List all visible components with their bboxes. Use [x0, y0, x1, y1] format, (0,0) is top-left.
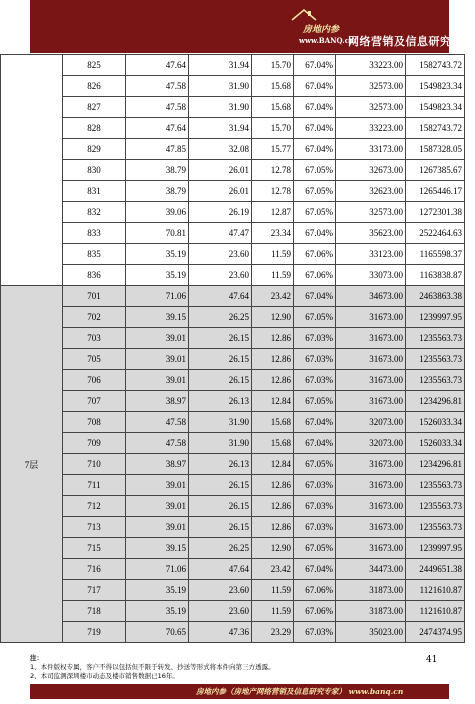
- table-cell: 70.81: [126, 223, 189, 244]
- table-cell: 31.90: [189, 97, 252, 118]
- table-cell: 71.06: [126, 286, 189, 307]
- table-cell: 67.04%: [294, 412, 336, 433]
- table-cell: 67.04%: [294, 139, 336, 160]
- table-cell: 12.86: [252, 475, 294, 496]
- table-cell: 39.01: [126, 349, 189, 370]
- room-number-cell: 833: [63, 223, 126, 244]
- table-cell: 12.87: [252, 202, 294, 223]
- note-title: 注：: [30, 654, 43, 662]
- table-row: [1, 349, 465, 370]
- table-cell: 12.78: [252, 160, 294, 181]
- table-cell: 26.13: [189, 454, 252, 475]
- table-row: [1, 622, 465, 643]
- room-number-cell: 711: [63, 475, 126, 496]
- table-cell: 47.58: [126, 76, 189, 97]
- table-cell: 15.68: [252, 412, 294, 433]
- table-cell: 70.65: [126, 622, 189, 643]
- table-cell: 31.94: [189, 118, 252, 139]
- table-cell: 31873.00: [336, 580, 406, 601]
- table-cell: 11.59: [252, 580, 294, 601]
- table-cell: 33223.00: [336, 118, 406, 139]
- table-row: [1, 244, 465, 265]
- table-cell: 32623.00: [336, 181, 406, 202]
- table-cell: 31.90: [189, 433, 252, 454]
- table-cell: 2463863.38: [406, 286, 465, 307]
- note-line-2: 2、本司监测深圳楼市动态及楼市销售数据已16年。: [30, 672, 179, 680]
- table-cell: 39.15: [126, 538, 189, 559]
- page-number: 41: [426, 655, 438, 665]
- room-number-cell: 827: [63, 97, 126, 118]
- table-cell: 67.05%: [294, 181, 336, 202]
- table-cell: 67.03%: [294, 517, 336, 538]
- table-cell: 67.03%: [294, 622, 336, 643]
- table-cell: 31673.00: [336, 307, 406, 328]
- table-cell: 26.15: [189, 349, 252, 370]
- table-cell: 23.60: [189, 580, 252, 601]
- table-cell: 23.34: [252, 223, 294, 244]
- table-cell: 31.90: [189, 412, 252, 433]
- table-row: [1, 223, 465, 244]
- table-cell: 12.90: [252, 538, 294, 559]
- table-cell: 39.01: [126, 370, 189, 391]
- room-number-cell: 829: [63, 139, 126, 160]
- table-cell: 23.29: [252, 622, 294, 643]
- room-number-cell: 712: [63, 496, 126, 517]
- table-cell: 47.64: [126, 118, 189, 139]
- table-cell: 67.04%: [294, 118, 336, 139]
- table-cell: 1235563.73: [406, 475, 465, 496]
- table-row: [1, 496, 465, 517]
- room-number-cell: 701: [63, 286, 126, 307]
- room-number-cell: 835: [63, 244, 126, 265]
- table-cell: 67.06%: [294, 580, 336, 601]
- table-cell: 31.94: [189, 55, 252, 76]
- table-cell: 1235563.73: [406, 328, 465, 349]
- table-cell: 67.04%: [294, 559, 336, 580]
- table-cell: 11.59: [252, 244, 294, 265]
- room-number-cell: 825: [63, 55, 126, 76]
- table-row: [1, 538, 465, 559]
- table-cell: 1582743.72: [406, 118, 465, 139]
- room-number-cell: 710: [63, 454, 126, 475]
- table-cell: 12.86: [252, 496, 294, 517]
- table-cell: 1239997.95: [406, 307, 465, 328]
- table-cell: 47.64: [189, 286, 252, 307]
- table-cell: 2522464.63: [406, 223, 465, 244]
- table-cell: 67.04%: [294, 97, 336, 118]
- table-cell: 26.19: [189, 202, 252, 223]
- table-row: [1, 160, 465, 181]
- table-cell: 67.06%: [294, 601, 336, 622]
- room-number-cell: 709: [63, 433, 126, 454]
- room-number-cell: 716: [63, 559, 126, 580]
- table-row: [1, 118, 465, 139]
- header-banner: [30, 0, 475, 53]
- table-row: [1, 559, 465, 580]
- room-number-cell: 832: [63, 202, 126, 223]
- table-cell: 1582743.72: [406, 55, 465, 76]
- table-cell: 67.05%: [294, 307, 336, 328]
- table-cell: 67.04%: [294, 223, 336, 244]
- table-cell: 1272301.38: [406, 202, 465, 223]
- table-cell: 67.05%: [294, 454, 336, 475]
- room-number-cell: 703: [63, 328, 126, 349]
- table-cell: 31673.00: [336, 391, 406, 412]
- table-cell: 38.97: [126, 454, 189, 475]
- table-cell: 31673.00: [336, 370, 406, 391]
- table-cell: 26.25: [189, 307, 252, 328]
- table-cell: 11.59: [252, 601, 294, 622]
- table-cell: 15.70: [252, 55, 294, 76]
- table-row: [1, 265, 465, 286]
- table-cell: 39.06: [126, 202, 189, 223]
- table-cell: 1526033.34: [406, 412, 465, 433]
- room-number-cell: 717: [63, 580, 126, 601]
- table-cell: 35.19: [126, 265, 189, 286]
- table-cell: 26.01: [189, 160, 252, 181]
- table-cell: 67.04%: [294, 286, 336, 307]
- table-cell: 35.19: [126, 244, 189, 265]
- room-number-cell: 826: [63, 76, 126, 97]
- table-cell: 1235563.73: [406, 370, 465, 391]
- table-cell: 1265446.17: [406, 181, 465, 202]
- table-row: [1, 76, 465, 97]
- table-cell: 67.05%: [294, 391, 336, 412]
- table-row: [1, 97, 465, 118]
- table-row: [1, 181, 465, 202]
- table-cell: 38.79: [126, 181, 189, 202]
- table-row: [1, 454, 465, 475]
- footer-notes: [30, 654, 420, 681]
- table-cell: 26.13: [189, 391, 252, 412]
- brand-site: www.BANQ.cn: [299, 36, 355, 45]
- table-cell: 15.70: [252, 118, 294, 139]
- table-cell: 47.85: [126, 139, 189, 160]
- room-number-cell: 705: [63, 349, 126, 370]
- table-cell: 31673.00: [336, 454, 406, 475]
- room-number-cell: 719: [63, 622, 126, 643]
- table-cell: 39.01: [126, 475, 189, 496]
- table-cell: 35623.00: [336, 223, 406, 244]
- table-cell: 31673.00: [336, 517, 406, 538]
- table-cell: 31.90: [189, 76, 252, 97]
- table-cell: 1165598.37: [406, 244, 465, 265]
- room-number-cell: 708: [63, 412, 126, 433]
- table-cell: 47.47: [189, 223, 252, 244]
- table-cell: 26.15: [189, 328, 252, 349]
- table-cell: 26.15: [189, 496, 252, 517]
- table-cell: 11.59: [252, 265, 294, 286]
- table-cell: 34673.00: [336, 286, 406, 307]
- table-cell: 23.60: [189, 601, 252, 622]
- table-row: [1, 517, 465, 538]
- room-number-cell: 702: [63, 307, 126, 328]
- table-cell: 15.68: [252, 433, 294, 454]
- header-title: 网络营销及信息研究专家: [348, 35, 475, 48]
- table-cell: 23.60: [189, 244, 252, 265]
- price-table: [0, 54, 465, 643]
- room-number-cell: 831: [63, 181, 126, 202]
- table-cell: 32073.00: [336, 433, 406, 454]
- table-cell: 47.58: [126, 412, 189, 433]
- table-cell: 47.58: [126, 97, 189, 118]
- table-cell: 47.64: [189, 559, 252, 580]
- table-cell: 23.42: [252, 286, 294, 307]
- room-number-cell: 830: [63, 160, 126, 181]
- table-row: [1, 55, 465, 76]
- table-cell: 1549823.34: [406, 97, 465, 118]
- table-cell: 35.19: [126, 580, 189, 601]
- table-cell: 67.06%: [294, 265, 336, 286]
- table-cell: 35023.00: [336, 622, 406, 643]
- table-cell: 34473.00: [336, 559, 406, 580]
- table-cell: 1239997.95: [406, 538, 465, 559]
- table-cell: 39.01: [126, 517, 189, 538]
- table-cell: 1234296.81: [406, 454, 465, 475]
- table-cell: 12.90: [252, 307, 294, 328]
- table-row: [1, 286, 465, 307]
- table-cell: 39.15: [126, 307, 189, 328]
- table-row: [1, 391, 465, 412]
- table-cell: 1121610.87: [406, 580, 465, 601]
- floor-cell: 7层: [1, 286, 63, 643]
- table-cell: 31673.00: [336, 328, 406, 349]
- table-row: [1, 202, 465, 223]
- table-cell: 1234296.81: [406, 391, 465, 412]
- table-cell: 38.97: [126, 391, 189, 412]
- table-row: [1, 580, 465, 601]
- table-cell: 67.04%: [294, 76, 336, 97]
- table-cell: 32673.00: [336, 160, 406, 181]
- table-cell: 31673.00: [336, 496, 406, 517]
- table-cell: 47.58: [126, 433, 189, 454]
- table-cell: 67.06%: [294, 244, 336, 265]
- table-cell: 31673.00: [336, 475, 406, 496]
- room-number-cell: 718: [63, 601, 126, 622]
- room-number-cell: 706: [63, 370, 126, 391]
- table-cell: 31673.00: [336, 349, 406, 370]
- table-cell: 39.01: [126, 328, 189, 349]
- room-number-cell: 715: [63, 538, 126, 559]
- table-cell: 1163838.87: [406, 265, 465, 286]
- table-cell: 67.03%: [294, 475, 336, 496]
- table-row: [1, 433, 465, 454]
- table-cell: 26.15: [189, 517, 252, 538]
- table-cell: 71.06: [126, 559, 189, 580]
- table-cell: 67.04%: [294, 433, 336, 454]
- table-cell: 12.86: [252, 517, 294, 538]
- table-cell: 67.03%: [294, 349, 336, 370]
- table-row: [1, 307, 465, 328]
- table-row: [1, 475, 465, 496]
- room-number-cell: 836: [63, 265, 126, 286]
- table-cell: 12.86: [252, 370, 294, 391]
- table-cell: 26.15: [189, 370, 252, 391]
- table-cell: 15.68: [252, 76, 294, 97]
- table-row: [1, 412, 465, 433]
- table-cell: 32573.00: [336, 76, 406, 97]
- table-cell: 67.05%: [294, 160, 336, 181]
- table-cell: 67.05%: [294, 202, 336, 223]
- table-cell: 1267385.67: [406, 160, 465, 181]
- table-cell: 1235563.73: [406, 496, 465, 517]
- table-cell: 26.01: [189, 181, 252, 202]
- table-cell: 1235563.73: [406, 349, 465, 370]
- table-cell: 32073.00: [336, 412, 406, 433]
- table-cell: 2449651.38: [406, 559, 465, 580]
- table-row: [1, 370, 465, 391]
- table-row: [1, 139, 465, 160]
- table-cell: 23.42: [252, 559, 294, 580]
- table-cell: 67.05%: [294, 538, 336, 559]
- table-cell: 31673.00: [336, 538, 406, 559]
- table-cell: 67.03%: [294, 328, 336, 349]
- table-cell: 31873.00: [336, 601, 406, 622]
- table-cell: 26.25: [189, 538, 252, 559]
- room-number-cell: 713: [63, 517, 126, 538]
- table-cell: 23.60: [189, 265, 252, 286]
- footer-banner-text: 房地内参（房地产网络营销及信息研究专家） www.banq.cn: [196, 687, 404, 696]
- floor-cell: [1, 55, 63, 286]
- table-cell: 1549823.34: [406, 76, 465, 97]
- table-cell: 33173.00: [336, 139, 406, 160]
- table-cell: 1235563.73: [406, 517, 465, 538]
- table-cell: 33223.00: [336, 55, 406, 76]
- table-cell: 32573.00: [336, 97, 406, 118]
- table-cell: 67.04%: [294, 55, 336, 76]
- table-cell: 32573.00: [336, 202, 406, 223]
- table-cell: 33073.00: [336, 265, 406, 286]
- table-cell: 12.84: [252, 454, 294, 475]
- table-cell: 1526033.34: [406, 433, 465, 454]
- table-cell: 67.03%: [294, 370, 336, 391]
- brand-name: 房地内参: [303, 25, 340, 35]
- table-cell: 12.86: [252, 328, 294, 349]
- table-cell: 1121610.87: [406, 601, 465, 622]
- table-cell: 1587328.05: [406, 139, 465, 160]
- room-number-cell: 828: [63, 118, 126, 139]
- table-row: [1, 601, 465, 622]
- table-cell: 47.64: [126, 55, 189, 76]
- table-cell: 15.77: [252, 139, 294, 160]
- table-cell: 35.19: [126, 601, 189, 622]
- footer-banner: [30, 684, 449, 699]
- table-cell: 26.15: [189, 475, 252, 496]
- note-line-1: 1、本件版权专属，客户不得以包括但不限于转发、抄送等形式将本件向第三方透露。: [30, 663, 275, 671]
- table-cell: 47.36: [189, 622, 252, 643]
- table-cell: 12.78: [252, 181, 294, 202]
- table-cell: 15.68: [252, 97, 294, 118]
- table-cell: 2474374.95: [406, 622, 465, 643]
- table-cell: 33123.00: [336, 244, 406, 265]
- table-cell: 39.01: [126, 496, 189, 517]
- table-cell: 32.08: [189, 139, 252, 160]
- table-cell: 12.84: [252, 391, 294, 412]
- table-cell: 38.79: [126, 160, 189, 181]
- table-row: [1, 328, 465, 349]
- room-number-cell: 707: [63, 391, 126, 412]
- table-cell: 67.03%: [294, 496, 336, 517]
- table-cell: 12.86: [252, 349, 294, 370]
